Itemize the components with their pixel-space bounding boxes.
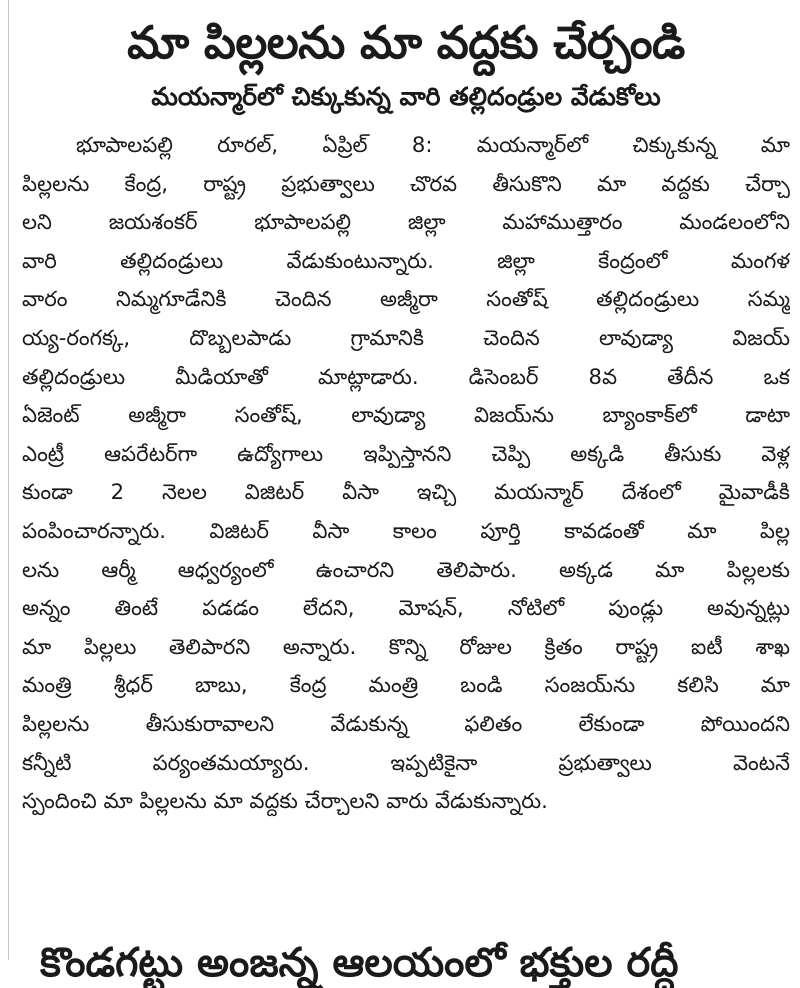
- body-line: పిల్లలను తీసుకురావాలని వేడుకున్న ఫలితం లేకుండా పోయిందని: [22, 710, 790, 736]
- headline: మా పిల్లలను మా వద్దకు చేర్చండి: [127, 16, 685, 69]
- news-article: [22, 0, 790, 960]
- body-line: మా పిల్లలు తెలిపారని అన్నారు. కొన్ని రోజుల క్రితం రాష్ట్ర ఐటీ శాఖ: [22, 633, 790, 659]
- body-line: స్పందించి మా పిల్లలను మా వద్దకు చేర్చాలని వారు వేడుకున్నారు.: [22, 788, 548, 814]
- body-line: కన్నీటి పర్యంతమయ్యారు. ఇప్పటికైనా ప్రభుత్వాలు వెంటనే: [22, 749, 790, 775]
- body-line: లను ఆర్మీ ఆధ్వర్యంలో ఉంచారని తెలిపారు. అక్కడ మా పిల్లలకు: [22, 556, 790, 582]
- body-line: పిల్లలను కేంద్ర, రాష్ట్ర ప్రభుత్వాలు చొరవ తీసుకొని మా వద్దకు చేర్చా: [22, 170, 790, 196]
- body-line: ఏజెంట్‌ అజ్మీరా సంతోష్‌, లావుడ్యా విజయ్‌ను బ్యాంకాక్‌లో డాటా: [22, 402, 790, 428]
- body-line: య్య-రంగక్క, దొబ్బలపాడు గ్రామానికి చెందిన లావుడ్యా విజయ్‌: [22, 324, 790, 350]
- next-article-headline-cut: కొండగట్టు అంజన్న ఆలయంలో భక్తుల రద్దీ: [40, 940, 679, 986]
- subheadline: మయన్మార్‌లో చిక్కుకున్న వారి తల్లిదండ్రుల వేడుకోలు: [151, 82, 661, 111]
- article-body: [22, 126, 790, 821]
- body-line: భూపాలపల్లి రూరల్‌, ఏప్రిల్‌ 8: మయన్మార్‌లో చిక్కుకున్న మా: [76, 132, 790, 157]
- body-line: పంపించారన్నారు. విజిటర్‌ వీసా కాలం పూర్తి కావడంతో మా పిల్ల: [22, 517, 790, 543]
- body-line: మంత్రి శ్రీధర్‌ బాబు, కేంద్ర మంత్రి బండి సంజయ్‌ను కలిసి మా: [22, 672, 790, 698]
- body-line: కుండా 2 నెలల విజిటర్‌ వీసా ఇచ్చి మయన్మార్‌ దేశంలో మైవాడీకి: [22, 479, 790, 505]
- body-line: వారం నిమ్మగూడేనికి చెందిన అజ్మీరా సంతోష్‌ తల్లిదండ్రులు సమ్మ: [22, 286, 790, 312]
- body-line: ఎంట్రీ ఆపరేటర్‌గా ఉద్యోగాలు ఇప్పిస్తానని చెప్పి అక్కడి తీసుకు వెళ్ల: [22, 440, 790, 466]
- column-divider: [8, 0, 9, 960]
- body-line: లని జయశంకర్‌ భూపాలపల్లి జిల్లా మహాముత్తారం మండలంలోని: [22, 209, 790, 235]
- body-line: అన్నం తింటే పడడం లేదని, మోషన్‌, నోటిలో పుండ్లు అవున్నట్లు: [22, 595, 790, 621]
- body-line: వారి తల్లిదండ్రులు వేడుకుంటున్నారు. జిల్లా కేంద్రంలో మంగళ: [22, 247, 790, 273]
- body-line: తల్లిదండ్రులు మీడియాతో మాట్లాడారు. డిసెంబర్‌ 8వ తేదీన ఒక: [22, 363, 790, 389]
